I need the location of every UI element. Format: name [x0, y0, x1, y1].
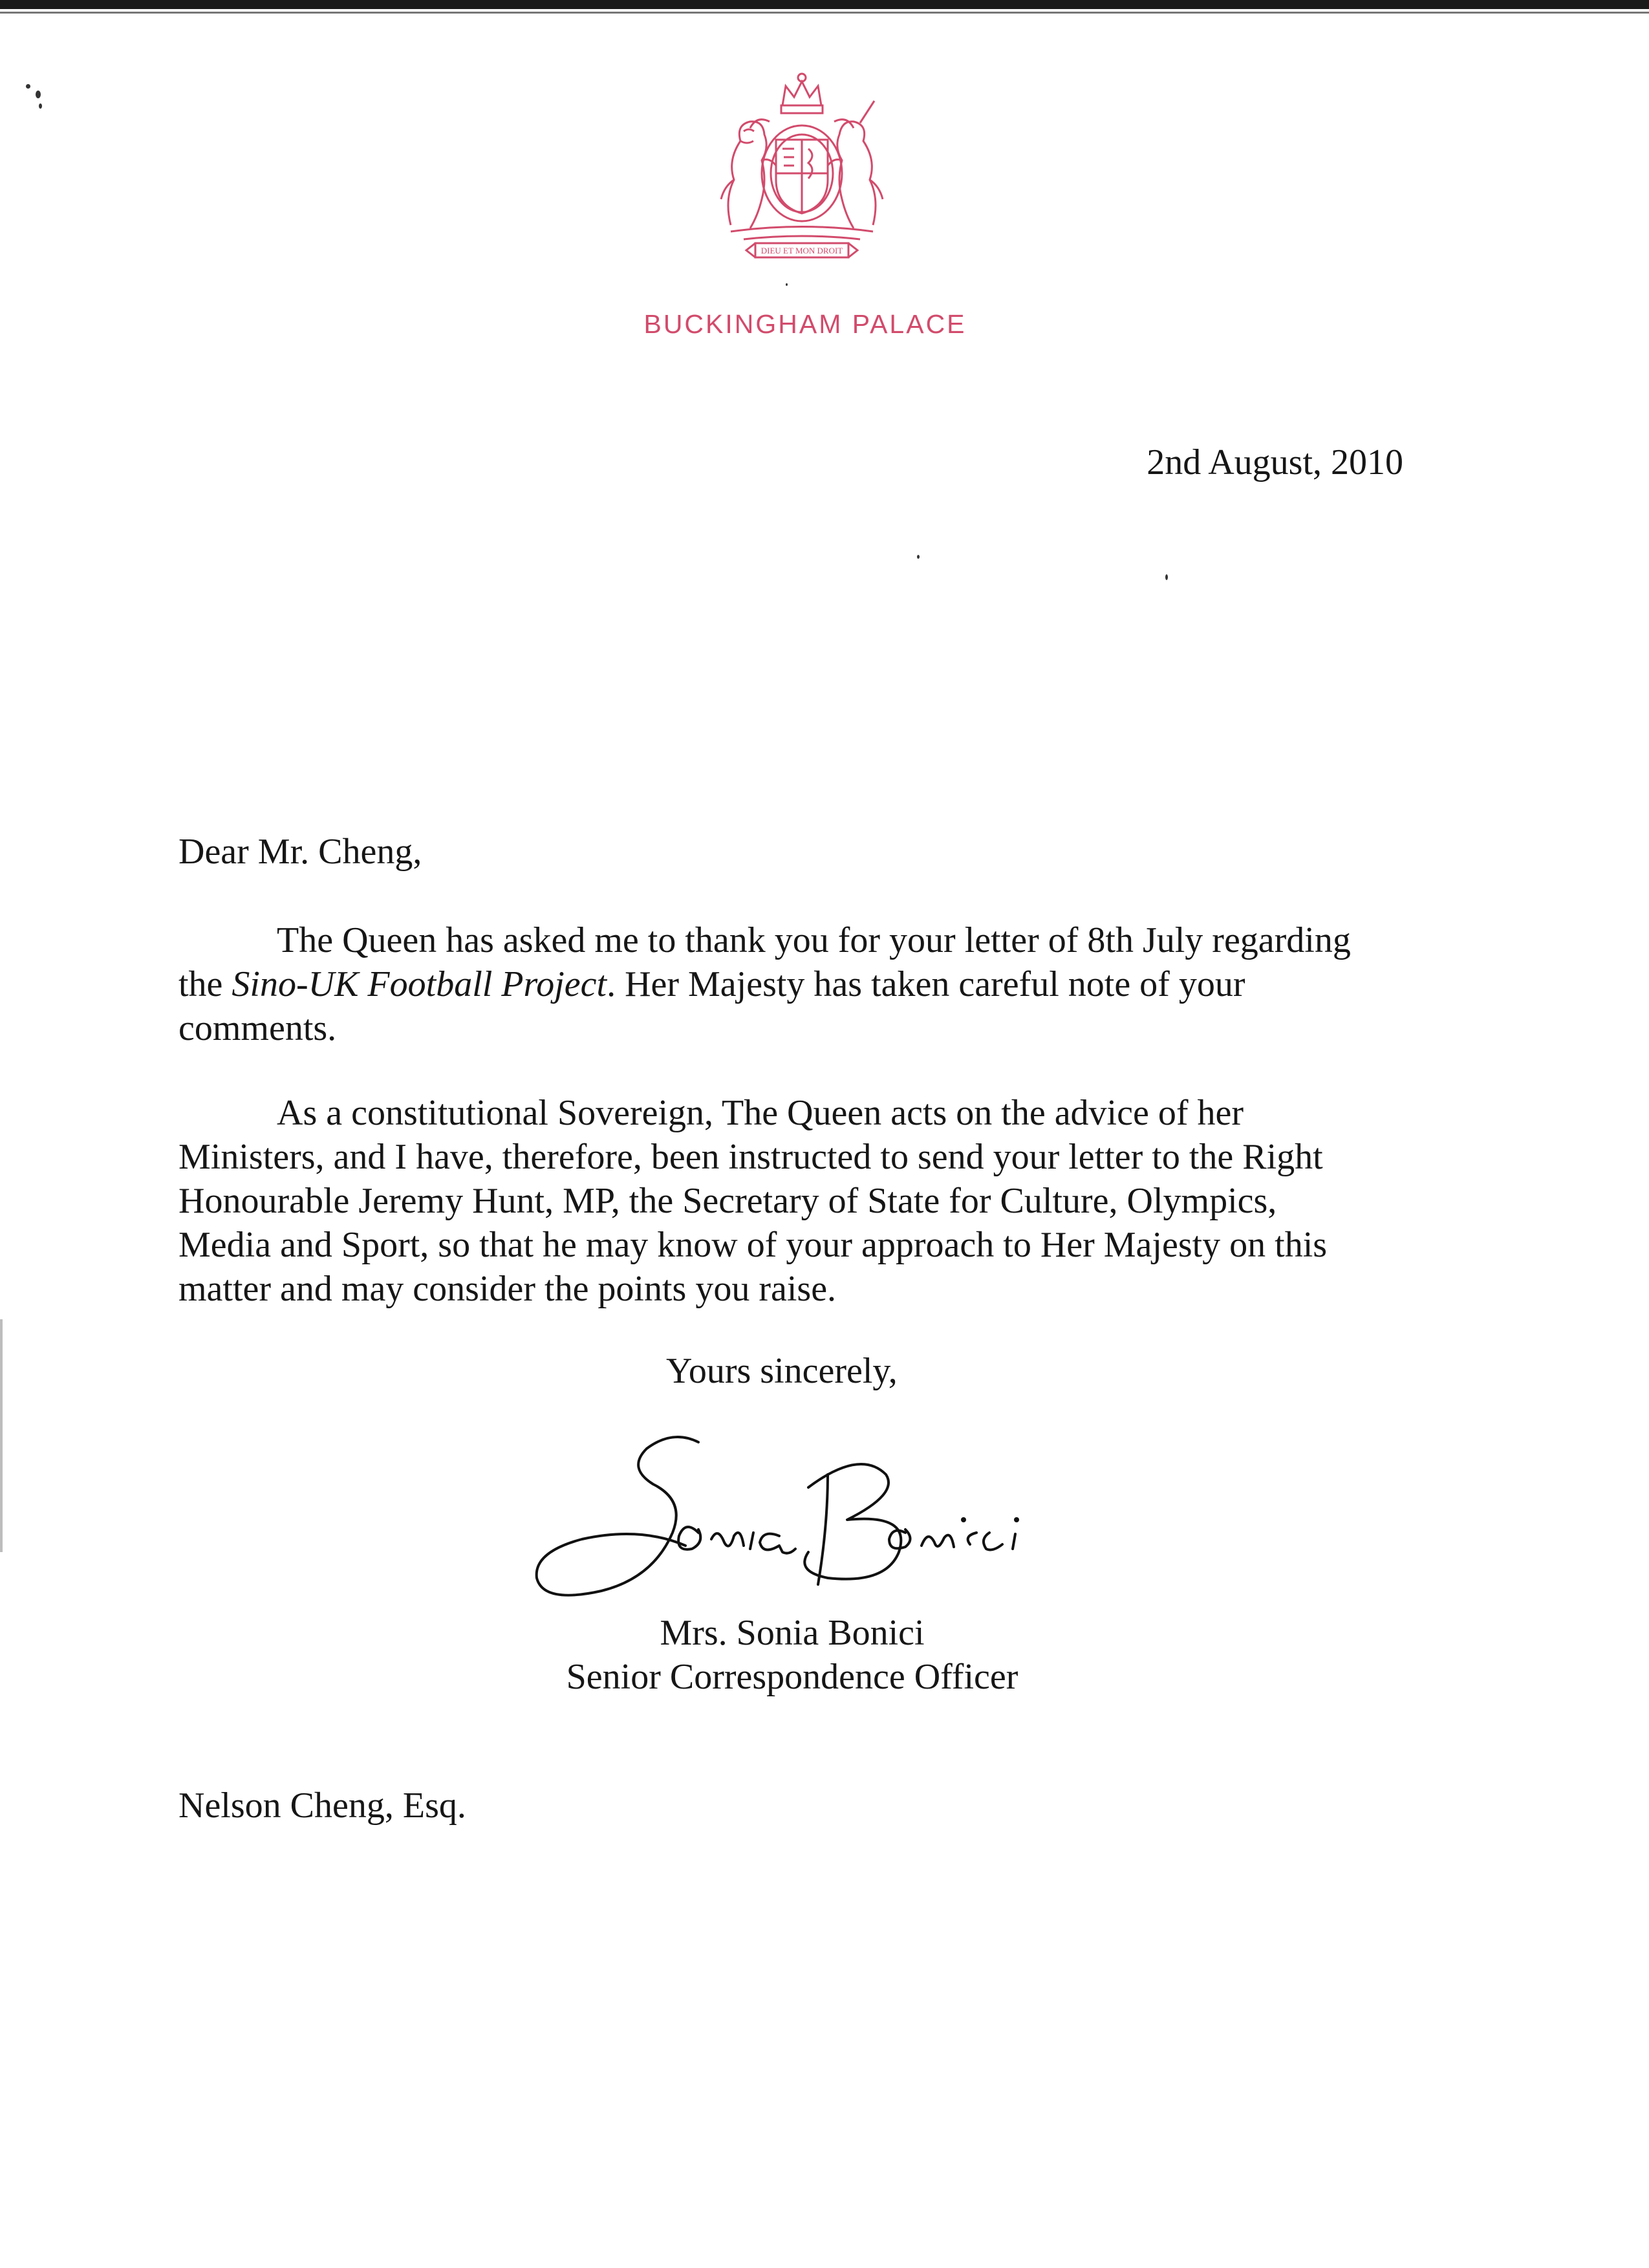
crest-motto: DIEU ET MON DROIT [760, 246, 843, 255]
paragraph-text: . Her Majesty has taken careful note of your [607, 964, 1245, 1004]
body-paragraph-2 [178, 1091, 1407, 1311]
handwritten-signature [524, 1423, 1028, 1617]
letterhead-title: BUCKINGHAM PALACE [643, 309, 967, 339]
paragraph-line: Media and Sport, so that he may know of your approach to Her Majesty on this [178, 1225, 1328, 1265]
scan-speck [786, 283, 788, 286]
paragraph-line: matter and may consider the points you raise. [178, 1269, 837, 1309]
body-paragraph-1 [178, 918, 1407, 1050]
scan-speck [39, 103, 42, 109]
scan-speck [36, 91, 41, 98]
paragraph-line [178, 962, 1407, 1006]
paragraph-line: The Queen has asked me to thank you for your letter of 8th July regarding [277, 920, 1351, 960]
scan-top-edge-line [0, 12, 1649, 14]
project-name: Sino-UK Football Project [232, 964, 607, 1004]
scan-speck [1165, 574, 1168, 580]
royal-coat-of-arms-icon [705, 70, 899, 264]
scan-left-edge [0, 1319, 3, 1552]
salutation: Dear Mr. Cheng, [178, 832, 422, 872]
paragraph-line: comments. [178, 1008, 337, 1048]
closing: Yours sincerely, [666, 1351, 898, 1391]
scan-top-edge [0, 0, 1649, 9]
letter-date: 2nd August, 2010 [1147, 442, 1403, 482]
paragraph-line: Ministers, and I have, therefore, been instructed to send your letter to the Right [178, 1137, 1323, 1177]
paragraph-text: the [178, 964, 232, 1004]
paragraph-line: As a constitutional Sovereign, The Queen acts on the advice of her [277, 1093, 1244, 1133]
paragraph-line: Honourable Jeremy Hunt, MP, the Secretary of State for Culture, Olympics, [178, 1181, 1277, 1221]
signatory-title: Senior Correspondence Officer [566, 1657, 1018, 1697]
recipient-name: Nelson Cheng, Esq. [178, 1786, 466, 1826]
signatory-name: Mrs. Sonia Bonici [660, 1613, 925, 1653]
scan-speck [917, 555, 920, 559]
scan-speck [26, 84, 30, 89]
